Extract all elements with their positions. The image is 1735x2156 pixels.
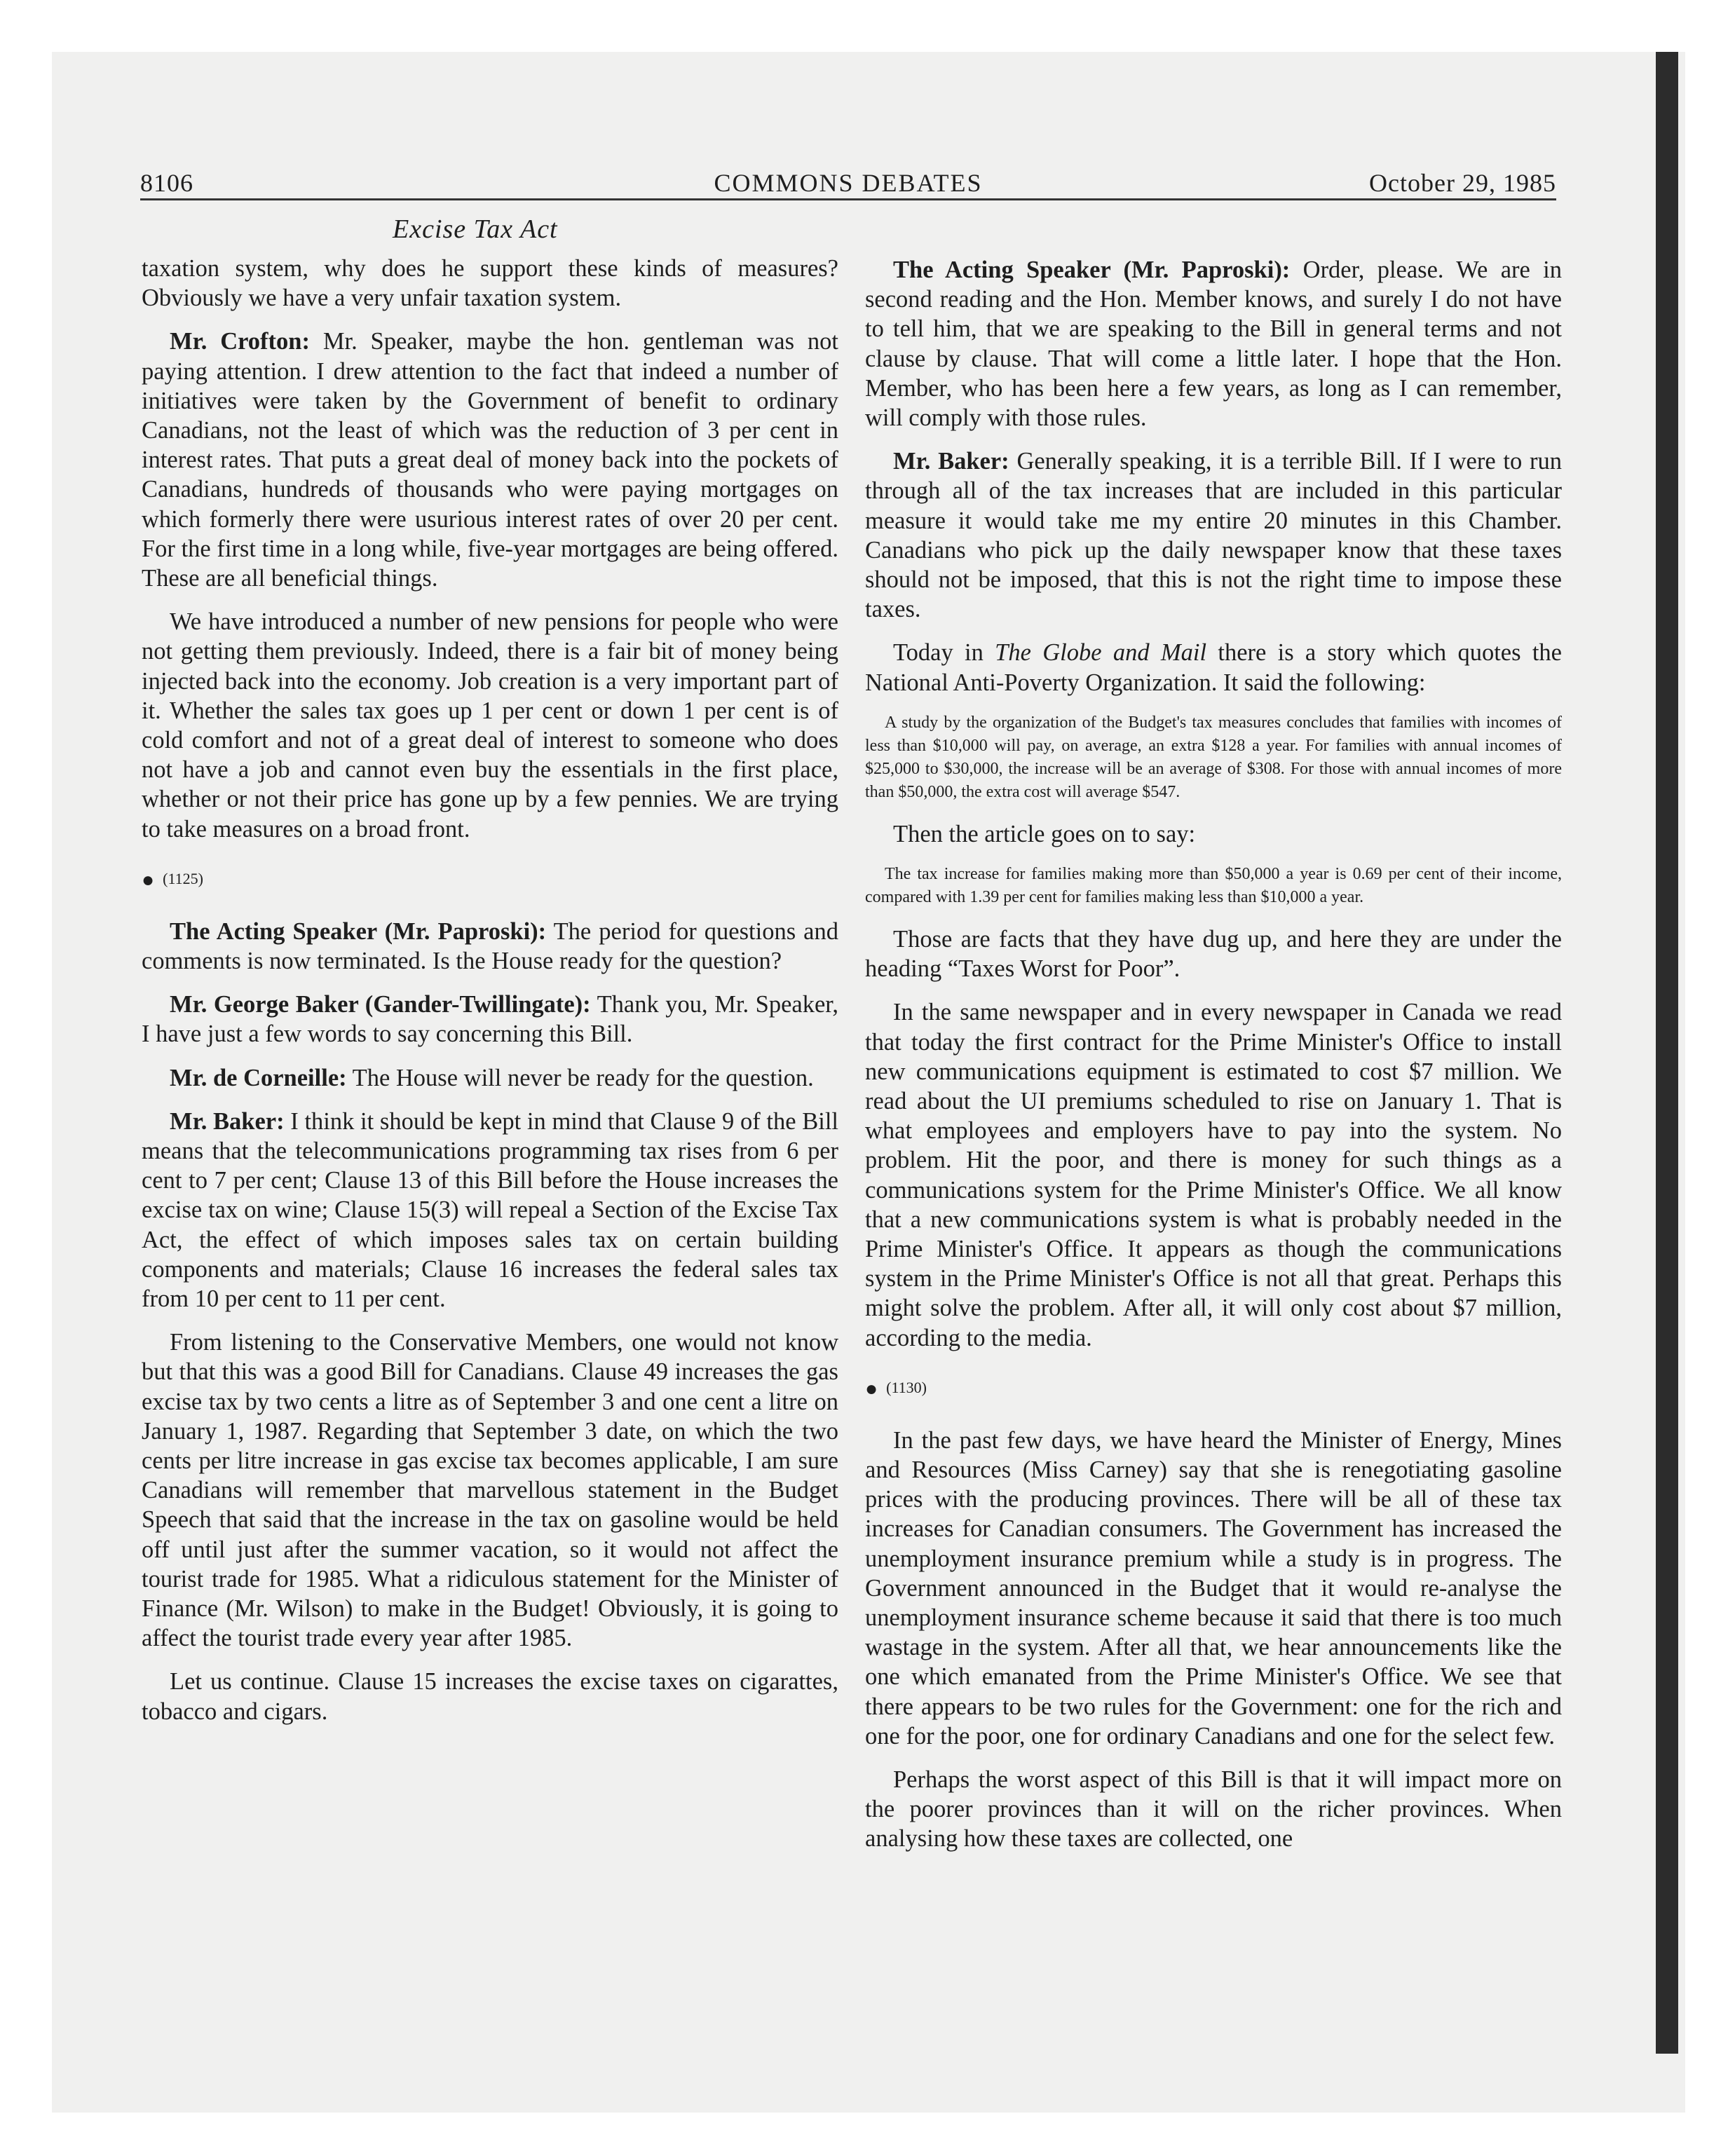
speaker-name: Mr. Baker: [170, 1107, 285, 1135]
time-marker [865, 1374, 1562, 1403]
speech-paragraph [142, 327, 838, 593]
speech-paragraph [142, 1063, 838, 1093]
speech-paragraph [865, 255, 1562, 432]
paragraph: Those are facts that they have dug up, and here they are under the heading “Taxes Worst for Poor”. [865, 926, 1562, 983]
block-quote: A study by the organization of the Budget's tax measures concludes that families with incomes of less than $10,000 will pay, on average, an extra $128 a year. For families with annual incomes of $25,000 to $30,000, the increase will be an average of $308. For those with annual incomes of more than $50,000, the extra cost will average $547. [865, 713, 1562, 801]
publication-title: COMMONS DEBATES [714, 169, 983, 197]
time-marker-text: (1125) [163, 869, 203, 887]
header-rule [140, 198, 1556, 200]
speech-text: The House will never be ready for the question. [346, 1064, 814, 1091]
bullet-icon: ● [142, 868, 155, 892]
speech-text: Mr. Speaker, maybe the hon. gentleman was not paying attention. I drew attention to the fact that indeed a number of initiatives were taken by the Government of benefit to ordinary Canadians, not the least of which was the reduction of 3 per cent in interest rates. That puts a great deal of money back into the pockets of Canadians, hundreds of thousands who were paying mortgages on which formerly there were usurious interest rates of over 20 per cent. For the first time in a long while, five-year mortgages are being offered. These are all beneficial things. [142, 328, 838, 592]
speech-text: The period for questions and comments is now terminated. Is the House ready for the question? [142, 917, 838, 975]
paragraph: In the same newspaper and in every newspaper in Canada we read that today the first contract for the Prime Minister's Office to install new communications equipment is estimated to cost $7 million. We read about the UI premiums scheduled to rise on January 1. That is what employees and employers have to pay into the system. No problem. Hit the poor, and there is money for such things as a communications system for the Prime Minister's Office. We all know that a new communications system is what is probably needed in the Prime Minister's Office. It appears as though the communications system in the Prime Minister's Office is not all that great. Perhaps this might solve the problem. After all, it will only cost about $7 million, according to the media. [865, 999, 1562, 1351]
speaker-name: Mr. de Corneille: [170, 1064, 347, 1091]
paragraph: taxation system, why does he support these kinds of measures? Obviously we have a very unfair taxation system. [142, 255, 838, 312]
speech-paragraph [865, 446, 1562, 624]
subject-heading: Excise Tax Act [393, 214, 558, 244]
speaker-name: The Acting Speaker (Mr. Paproski): [170, 917, 547, 945]
speech-text: I think it should be kept in mind that Clause 9 of the Bill means that the telecommunications programming tax rises from 6 per cent to 7 per cent; Clause 13 of this Bill before the House increases the excise tax on wine; Clause 15(3) will repeal a Section of the Excise Tax Act, the effect of which imposes sales tax on certain building components and materials; Clause 16 increases the federal sales tax from 10 per cent to 11 per cent. [142, 1107, 839, 1313]
time-marker-text: (1130) [886, 1378, 927, 1396]
left-column [142, 254, 838, 1740]
speaker-name: The Acting Speaker (Mr. Paproski): [893, 257, 1291, 283]
paragraph: Perhaps the worst aspect of this Bill is that it will impact more on the poorer provinces than it will on the richer provinces. When analysing how these taxes are collected, one [865, 1766, 1562, 1853]
paragraph: In the past few days, we have heard the Minister of Energy, Mines and Resources (Miss Carney) say that she is renegotiating gasoline prices with the producing provinces. There will be all of these tax increases for Canadian consumers. The Government has increased the unemployment insurance premium while a study is in progress. The Government announced in the Budget that it would re-analyse the unemployment insurance scheme because it said that there is too much wastage in the system. After all that, we hear announcements like the one which emanated from the Prime Minister's Office. We see that there appears to be two rules for the Government: one for the rich and one for the poor, one for ordinary Canadians and one for the select few. [865, 1426, 1562, 1749]
page-number: 8106 [140, 169, 193, 197]
paragraph: Then the article goes on to say: [893, 820, 1196, 847]
right-column [865, 255, 1562, 1868]
bullet-icon: ● [865, 1377, 878, 1400]
paragraph: We have introduced a number of new pensions for people who were not getting them previously. Indeed, there is a fair bit of money being injected back into the economy. Job creation is a very important part of it. Whether the sales tax goes up 1 per cent or down 1 per cent is of cold comfort and not of a great deal of interest to someone who does not have a job and cannot even buy the essentials in the first place, whether or not their price has gone up by a few pennies. We are trying to take measures on a broad front. [142, 608, 838, 842]
speech-text: Thank you, Mr. Speaker, I have just a few words to say concerning this Bill. [142, 991, 839, 1048]
speaker-name: Mr. George Baker (Gander-Twillingate): [170, 991, 591, 1018]
speech-text: Order, please. We are in second reading and the Hon. Member knows, and surely I do not have to tell him, that we are speaking to the Bill in general terms and not clause by clause. That will come a little later. I hope that the Hon. Member, who has been here a few years, as long as I can remember, will comply with those rules. [865, 257, 1562, 432]
page-header [140, 161, 1556, 203]
publication-date: October 29, 1985 [1369, 169, 1556, 197]
newspaper-name: The Globe and Mail [995, 639, 1207, 667]
speaker-name: Mr. Crofton: [170, 328, 310, 355]
speech-paragraph [142, 1107, 838, 1314]
speech-text: Generally speaking, it is a terrible Bill. If I were to run through all of the tax increases that are included in this particular measure it would take me my entire 20 minutes in this Chamber. Canadians who pick up the daily newspaper know that these taxes should not be imposed, that this is not the right time to impose these taxes. [865, 448, 1562, 623]
paragraph-text: there is a story which quotes the National Anti-Poverty Organization. It said the following: [865, 639, 1562, 696]
speech-paragraph [142, 990, 838, 1049]
block-quote: The tax increase for families making more than $50,000 a year is 0.69 per cent of their income, compared with 1.39 per cent for families making less than $10,000 a year. [865, 865, 1562, 907]
paragraph [865, 638, 1562, 697]
binding-edge [1656, 52, 1678, 2054]
paragraph: Let us continue. Clause 15 increases the excise taxes on cigarattes, tobacco and cigars. [142, 1668, 838, 1725]
time-marker [142, 865, 838, 894]
speech-paragraph [142, 917, 838, 976]
paragraph-text: Today in [893, 639, 995, 667]
paragraph: From listening to the Conservative Members, one would not know but that this was a good Bill for Canadians. Clause 49 increases the gas excise tax by two cents a litre as of September 3 and one cent a litre on January 1, 1987. Regarding that September 3 date, on which the two cents per litre increase in gas excise tax becomes applicable, I am sure Canadians will remember that marvellous statement in the Budget Speech that said that the increase in the tax on gasoline would be held off until just after the summer vacation, so it would not affect the tourist trade for 1985. What a ridiculous statement for the Minister of Finance (Mr. Wilson) to make in the Budget! Obviously, it is going to affect the tourist trade every year after 1985. [142, 1329, 838, 1652]
speaker-name: Mr. Baker: [893, 448, 1009, 475]
